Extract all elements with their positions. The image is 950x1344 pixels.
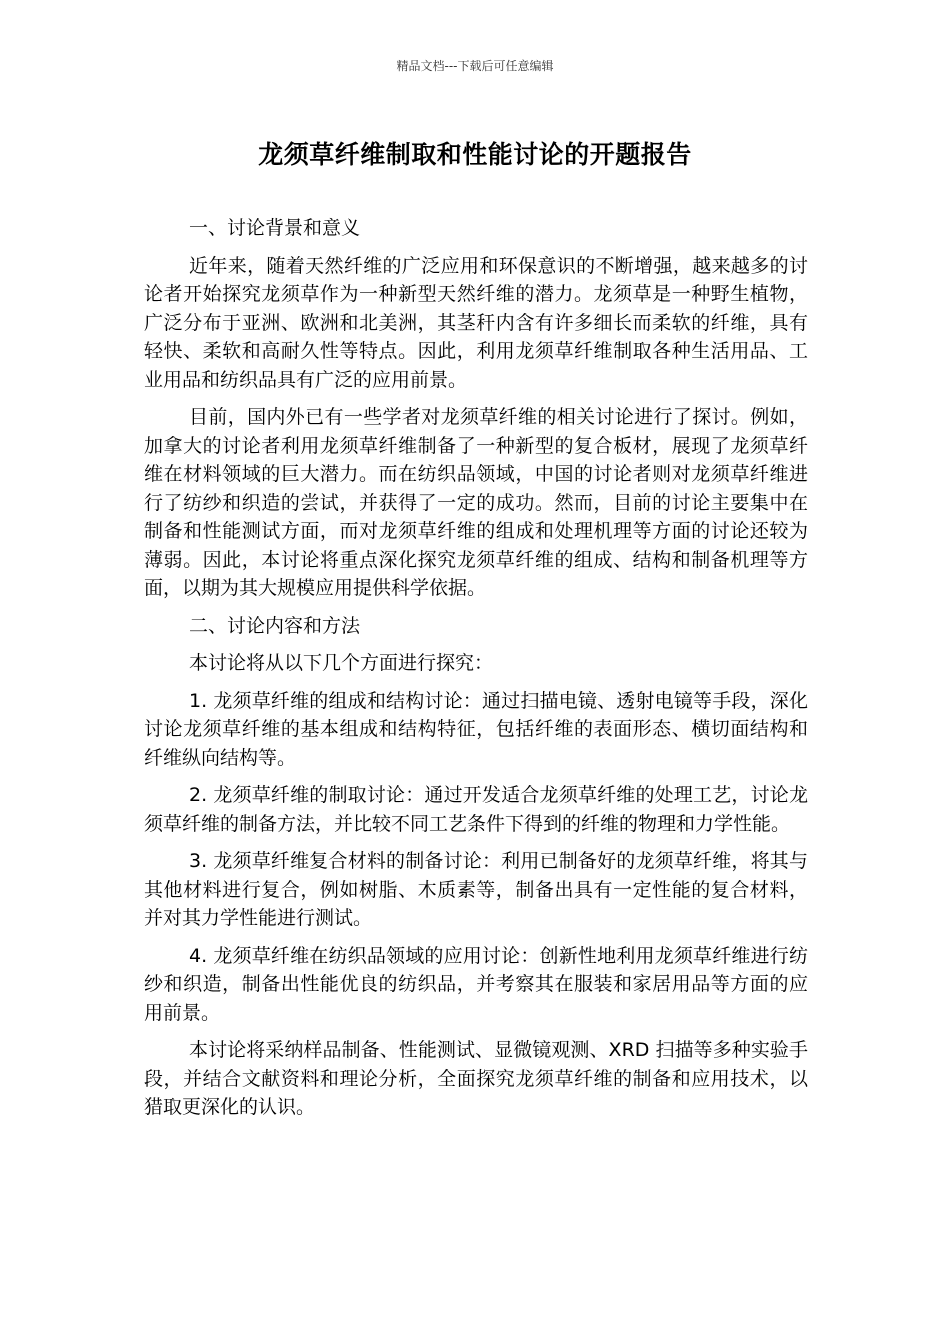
paragraph-methods-summary: 本讨论将采纳样品制备、性能测试、显微镜观测、XRD 扫描等多种实验手段，并结合文献资料和理论分析，全面探究龙须草纤维的制备和应用技术，以猎取更深化的认识。 (144, 1039, 808, 1118)
header-note: 精品文档---下载后可任意编辑 (396, 59, 554, 73)
section-heading-methods: 二、讨论内容和方法 (189, 614, 361, 637)
list-item-4: 4. 龙须草纤维在纺织品领域的应用讨论：创新性地利用龙须草纤维进行纺纱和织造，制备出性能优良的纺织品，并考察其在服装和家居用品等方面的应用前景。 (144, 944, 808, 1024)
list-item-1: 1. 龙须草纤维的组成和结构讨论：通过扫描电镜、透射电镜等手段，深化讨论龙须草纤维的基本组成和结构特征，包括纤维的表面形态、横切面结构和纤维纵向结构等。 (144, 689, 808, 769)
paragraph-background-2: 目前，国内外已有一些学者对龙须草纤维的相关讨论进行了探讨。例如，加拿大的讨论者利用龙须草纤维制备了一种新型的复合板材，展现了龙须草纤维在材料领域的巨大潜力。而在纺织品领域，中国的讨论者则对龙须草纤维进行了纺纱和织造的尝试，并获得了一定的成功。然而，目前的讨论主要集中在制备和性能测试方面，而对龙须草纤维的组成和处理机理等方面的讨论还较为薄弱。因此，本讨论将重点深化探究龙须草纤维的组成、结构和制备机理等方面，以期为其大规模应用提供科学依据。 (144, 406, 808, 599)
paragraph-background-1: 近年来，随着天然纤维的广泛应用和环保意识的不断增强，越来越多的讨论者开始探究龙须草作为一种新型天然纤维的潜力。龙须草是一种野生植物，广泛分布于亚洲、欧洲和北美洲，其茎秆内含有许多细长而柔软的纤维，具有轻快、柔软和高耐久性等特点。因此，利用龙须草纤维制取各种生活用品、工业用品和纺织品具有广泛的应用前景。 (144, 254, 808, 391)
document-title: 龙须草纤维制取和性能讨论的开题报告 (258, 140, 692, 169)
list-item-2: 2. 龙须草纤维的制取讨论：通过开发适合龙须草纤维的处理工艺，讨论龙须草纤维的制备方法，并比较不同工艺条件下得到的纤维的物理和力学性能。 (144, 784, 808, 835)
section-heading-background: 一、讨论背景和意义 (189, 217, 361, 239)
paragraph-methods-intro: 本讨论将从以下几个方面进行探究： (189, 652, 494, 674)
list-item-3: 3. 龙须草纤维复合材料的制备讨论：利用已制备好的龙须草纤维，将其与其他材料进行复合，例如树脂、木质素等，制备出具有一定性能的复合材料，并对其力学性能进行测试。 (144, 850, 808, 929)
document-body (144, 214, 808, 1131)
